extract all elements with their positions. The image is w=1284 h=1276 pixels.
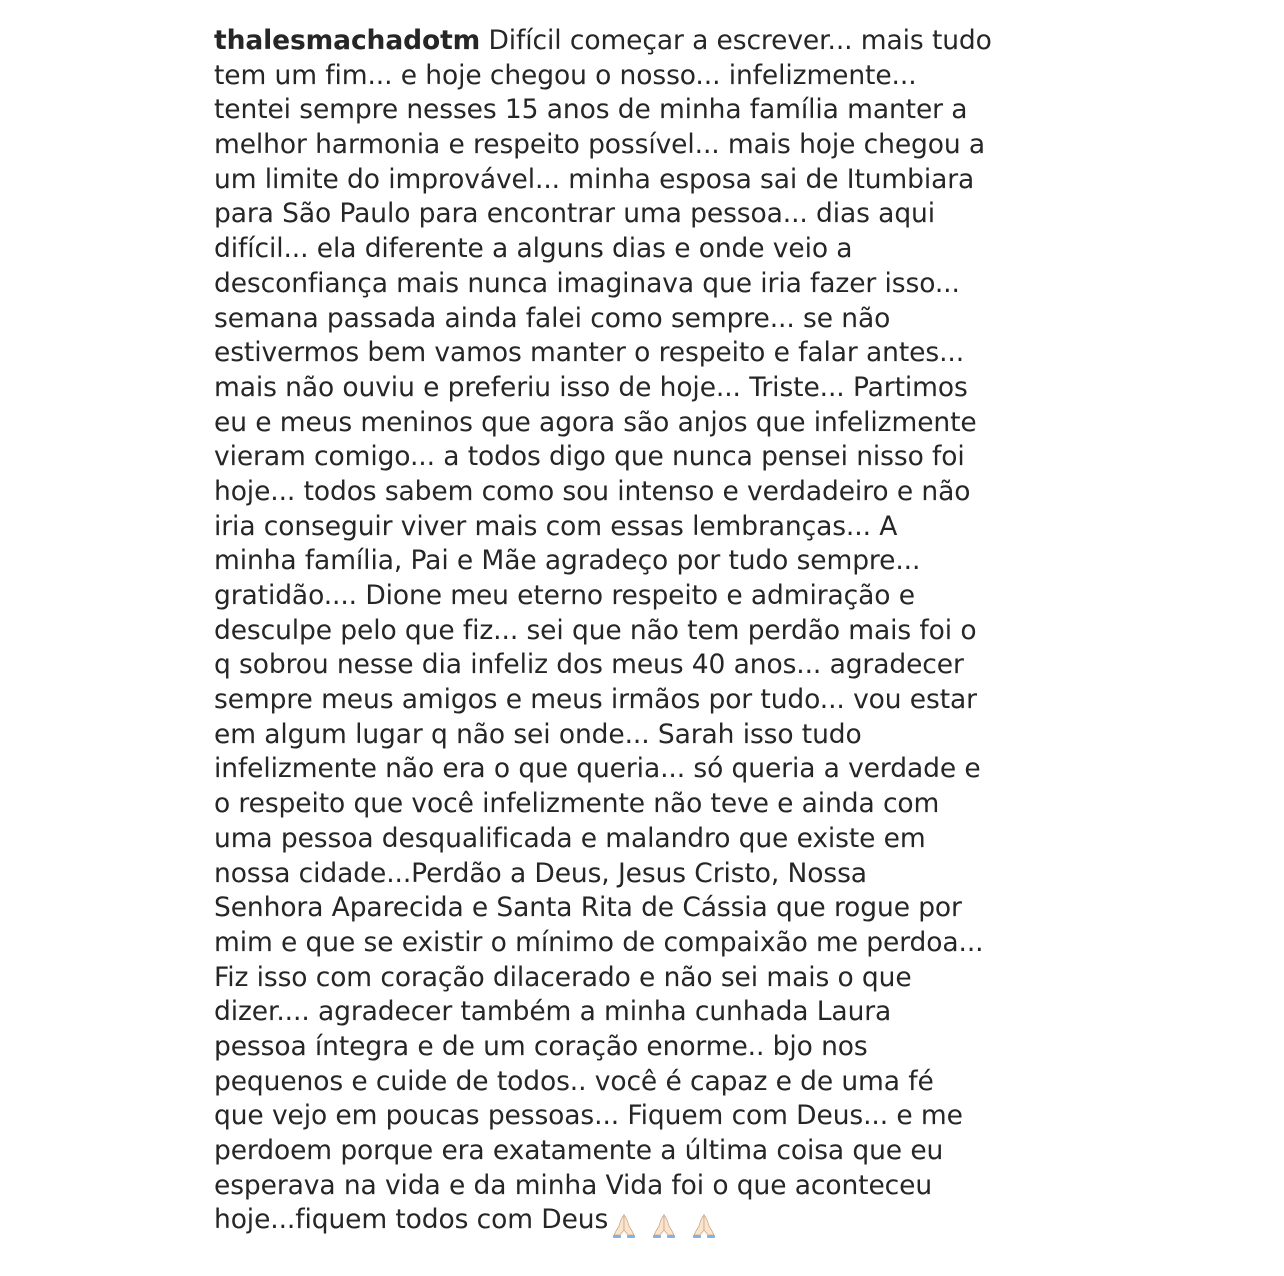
caption-text: hoje...fiquem todos com Deus — [214, 1204, 609, 1236]
caption-line: tentei sempre nesses 15 anos de minha família manter a — [214, 94, 968, 126]
folded-hands-icon — [610, 1211, 638, 1239]
caption-line: uma pessoa desqualificada e malandro que existe em — [214, 822, 926, 854]
caption-line: em algum lugar q não sei onde... Sarah isso tudo — [214, 718, 862, 750]
caption-line: mim e que se existir o mínimo de compaixão me perdoa... — [214, 926, 984, 958]
caption-line: desconfiança mais nunca imaginava que iria fazer isso... — [214, 267, 960, 299]
caption-line: sempre meus amigos e meus irmãos por tudo... vou estar — [214, 684, 977, 716]
caption-line: para São Paulo para encontrar uma pessoa... dias aqui — [214, 198, 936, 230]
caption-line: tem um fim... e hoje chegou o nosso... infelizmente... — [214, 59, 917, 91]
caption-line-last — [214, 1203, 1074, 1238]
caption-line: o respeito que você infelizmente não teve e ainda com — [214, 788, 940, 820]
caption-line-1 — [214, 24, 1074, 59]
caption-line: desculpe pelo que fiz... sei que não tem perdão mais foi o — [214, 614, 977, 646]
caption-line: pessoa íntegra e de um coração enorme.. bjo nos — [214, 1030, 868, 1062]
caption-text: Difícil começar a escrever... mais tudo — [488, 25, 992, 56]
caption-line: vieram comigo... a todos digo que nunca pensei nisso foi — [214, 441, 965, 473]
caption-line: perdoem porque era exatamente a última coisa que eu — [214, 1135, 944, 1166]
caption-line: minha família, Pai e Mãe agradeço por tudo sempre... — [214, 545, 921, 577]
caption-line: eu e meus meninos que agora são anjos que infelizmente — [214, 406, 977, 438]
username-link[interactable]: thalesmachadotm — [214, 25, 481, 56]
caption-line: gratidão.... Dione meu eterno respeito e admiração e — [214, 580, 915, 611]
caption-line: iria conseguir viver mais com essas lembranças... A — [214, 510, 898, 542]
caption-line: infelizmente não era o que queria... só queria a verdade e — [214, 753, 981, 785]
post-caption — [214, 24, 1074, 1238]
caption-line: estivermos bem vamos manter o respeito e falar antes... — [214, 337, 965, 369]
caption-line: Fiz isso com coração dilacerado e não sei mais o que — [214, 961, 912, 993]
caption-line: pequenos e cuide de todos.. você é capaz e de uma fé — [214, 1065, 934, 1097]
emoji-group — [610, 1207, 730, 1242]
caption-line: Senhora Aparecida e Santa Rita de Cássia que rogue por — [214, 892, 962, 924]
folded-hands-icon — [650, 1211, 678, 1239]
caption-line: melhor harmonia e respeito possível... mais hoje chegou a — [214, 129, 986, 161]
caption-line: hoje... todos sabem como sou intenso e verdadeiro e não — [214, 475, 971, 507]
caption-line: mais não ouviu e preferiu isso de hoje... Triste... Partimos — [214, 371, 968, 403]
caption-line: semana passada ainda falei como sempre... se não — [214, 302, 891, 334]
caption-line: difícil... ela diferente a alguns dias e onde veio a — [214, 233, 853, 265]
caption-line: q sobrou nesse dia infeliz dos meus 40 anos... agradecer — [214, 649, 964, 681]
folded-hands-icon — [690, 1211, 718, 1239]
caption-line: esperava na vida e da minha Vida foi o que aconteceu — [214, 1169, 933, 1201]
caption-line: dizer.... agradecer também a minha cunhada Laura — [214, 996, 892, 1028]
caption-line: que vejo em poucas pessoas... Fiquem com Deus... e me — [214, 1100, 963, 1132]
caption-line: nossa cidade...Perdão a Deus, Jesus Cristo, Nossa — [214, 857, 867, 889]
caption-line: um limite do improvável... minha esposa sai de Itumbiara — [214, 163, 975, 195]
